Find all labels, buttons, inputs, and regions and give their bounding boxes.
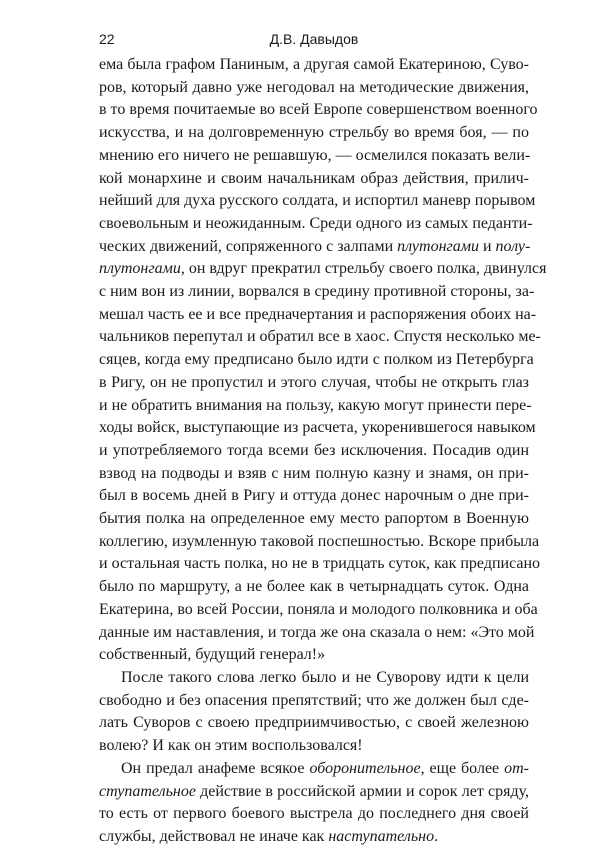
text-line: свободно и без опасения препятствий; что же должен был сде- — [99, 691, 529, 709]
text-line: с ним вон из линии, ворвался в средину противной стороны, за- — [99, 283, 535, 301]
text-line: коллегию, изумленную таковой поспешностью. Вскоре прибыла — [99, 532, 540, 550]
body-text — [99, 54, 547, 849]
text-line: и остальная часть полка, но не в тридцать суток, как предписано — [99, 555, 541, 573]
text-line: своевольным и неожиданным. Среди одного из самых педанти- — [99, 214, 533, 232]
text-line: сяцев, когда ему предписано было идти с полком из Петербурга — [99, 351, 534, 369]
text-line: кой монархине и своим начальникам образ действия, прилич- — [99, 169, 529, 187]
text-line: то есть от первого боевого выстрела до последнего дня своей — [99, 805, 529, 823]
text-line: бытия полка на определенное ему место рапортом в Военную — [99, 510, 529, 528]
text-line: службы, действовал не иначе как наступательно. — [99, 827, 439, 845]
text-line: плутонгами, он вдруг прекратил стрельбу своего полка, двинулся — [99, 260, 547, 278]
running-head: Д.В. Давыдов — [269, 31, 359, 47]
text-line: волею? И как он этим воспользовался! — [99, 737, 363, 755]
text-line: в Ригу, он не пропустил и этого случая, чтобы не открыть глаз — [99, 373, 529, 391]
text-line: Екатерина, во всей России, поняла и молодого полковника и оба — [99, 600, 538, 618]
text-line: мешал часть ее и все предначертания и распоряжения обоих на- — [99, 305, 537, 323]
text-line: было по маршруту, а не более как в четырнадцать суток. Одна — [99, 578, 529, 596]
page-header — [99, 31, 529, 53]
text-line: чальников перепутал и обратил все в хаос. Спустя несколько ме- — [99, 328, 541, 346]
text-line: ема была графом Паниным, а другая самой Екатериною, Суво- — [99, 56, 529, 73]
text-line: искусства, и на долговременную стрельбу во время боя, — по — [99, 124, 529, 142]
text-line: Он предал анафеме всякое оборонительное, еще более от- — [121, 759, 530, 777]
text-line: взвод на подводы и взяв с ним полную казну и знамя, он при- — [99, 464, 529, 482]
text-line: лать Суворов с своею предприимчивостью, с своей железною — [99, 714, 529, 732]
text-line: и не обратить внимания на пользу, какую могут принести пере- — [99, 396, 532, 414]
text-line: в то время почитаемые во всей Европе совершенством военного — [99, 101, 538, 119]
text-line: ступательное действие в российской армии и сорок лет сряду, — [99, 782, 529, 800]
text-line: нейший для духа русского солдата, и испортил маневр порывом — [99, 192, 536, 210]
text-line: После такого слова легко было и не Суворову идти к цели — [121, 668, 529, 686]
text-line: был в восемь дней в Ригу и оттуда донес нарочным о дне при- — [99, 487, 529, 505]
text-line: собственный, будущий генерал!» — [99, 646, 326, 664]
text-line: ческих движений, сопряженного с залпами плутонгами и полу- — [99, 237, 531, 255]
text-line: и употребляемого тогда всеми без исключения. Посадив один — [99, 441, 529, 459]
text-line: мнению его ничего не решавшую, — осмелился показать вели- — [99, 146, 531, 164]
page-number: 22 — [99, 31, 115, 47]
text-line: ров, который давно уже негодовал на методические движения, — [99, 78, 529, 96]
text-line: данные им наставления, и тогда же она сказала о нем: «Это мой — [99, 623, 535, 641]
text-line: ходы войск, выступающие из расчета, укоренившегося навыком — [99, 419, 536, 437]
